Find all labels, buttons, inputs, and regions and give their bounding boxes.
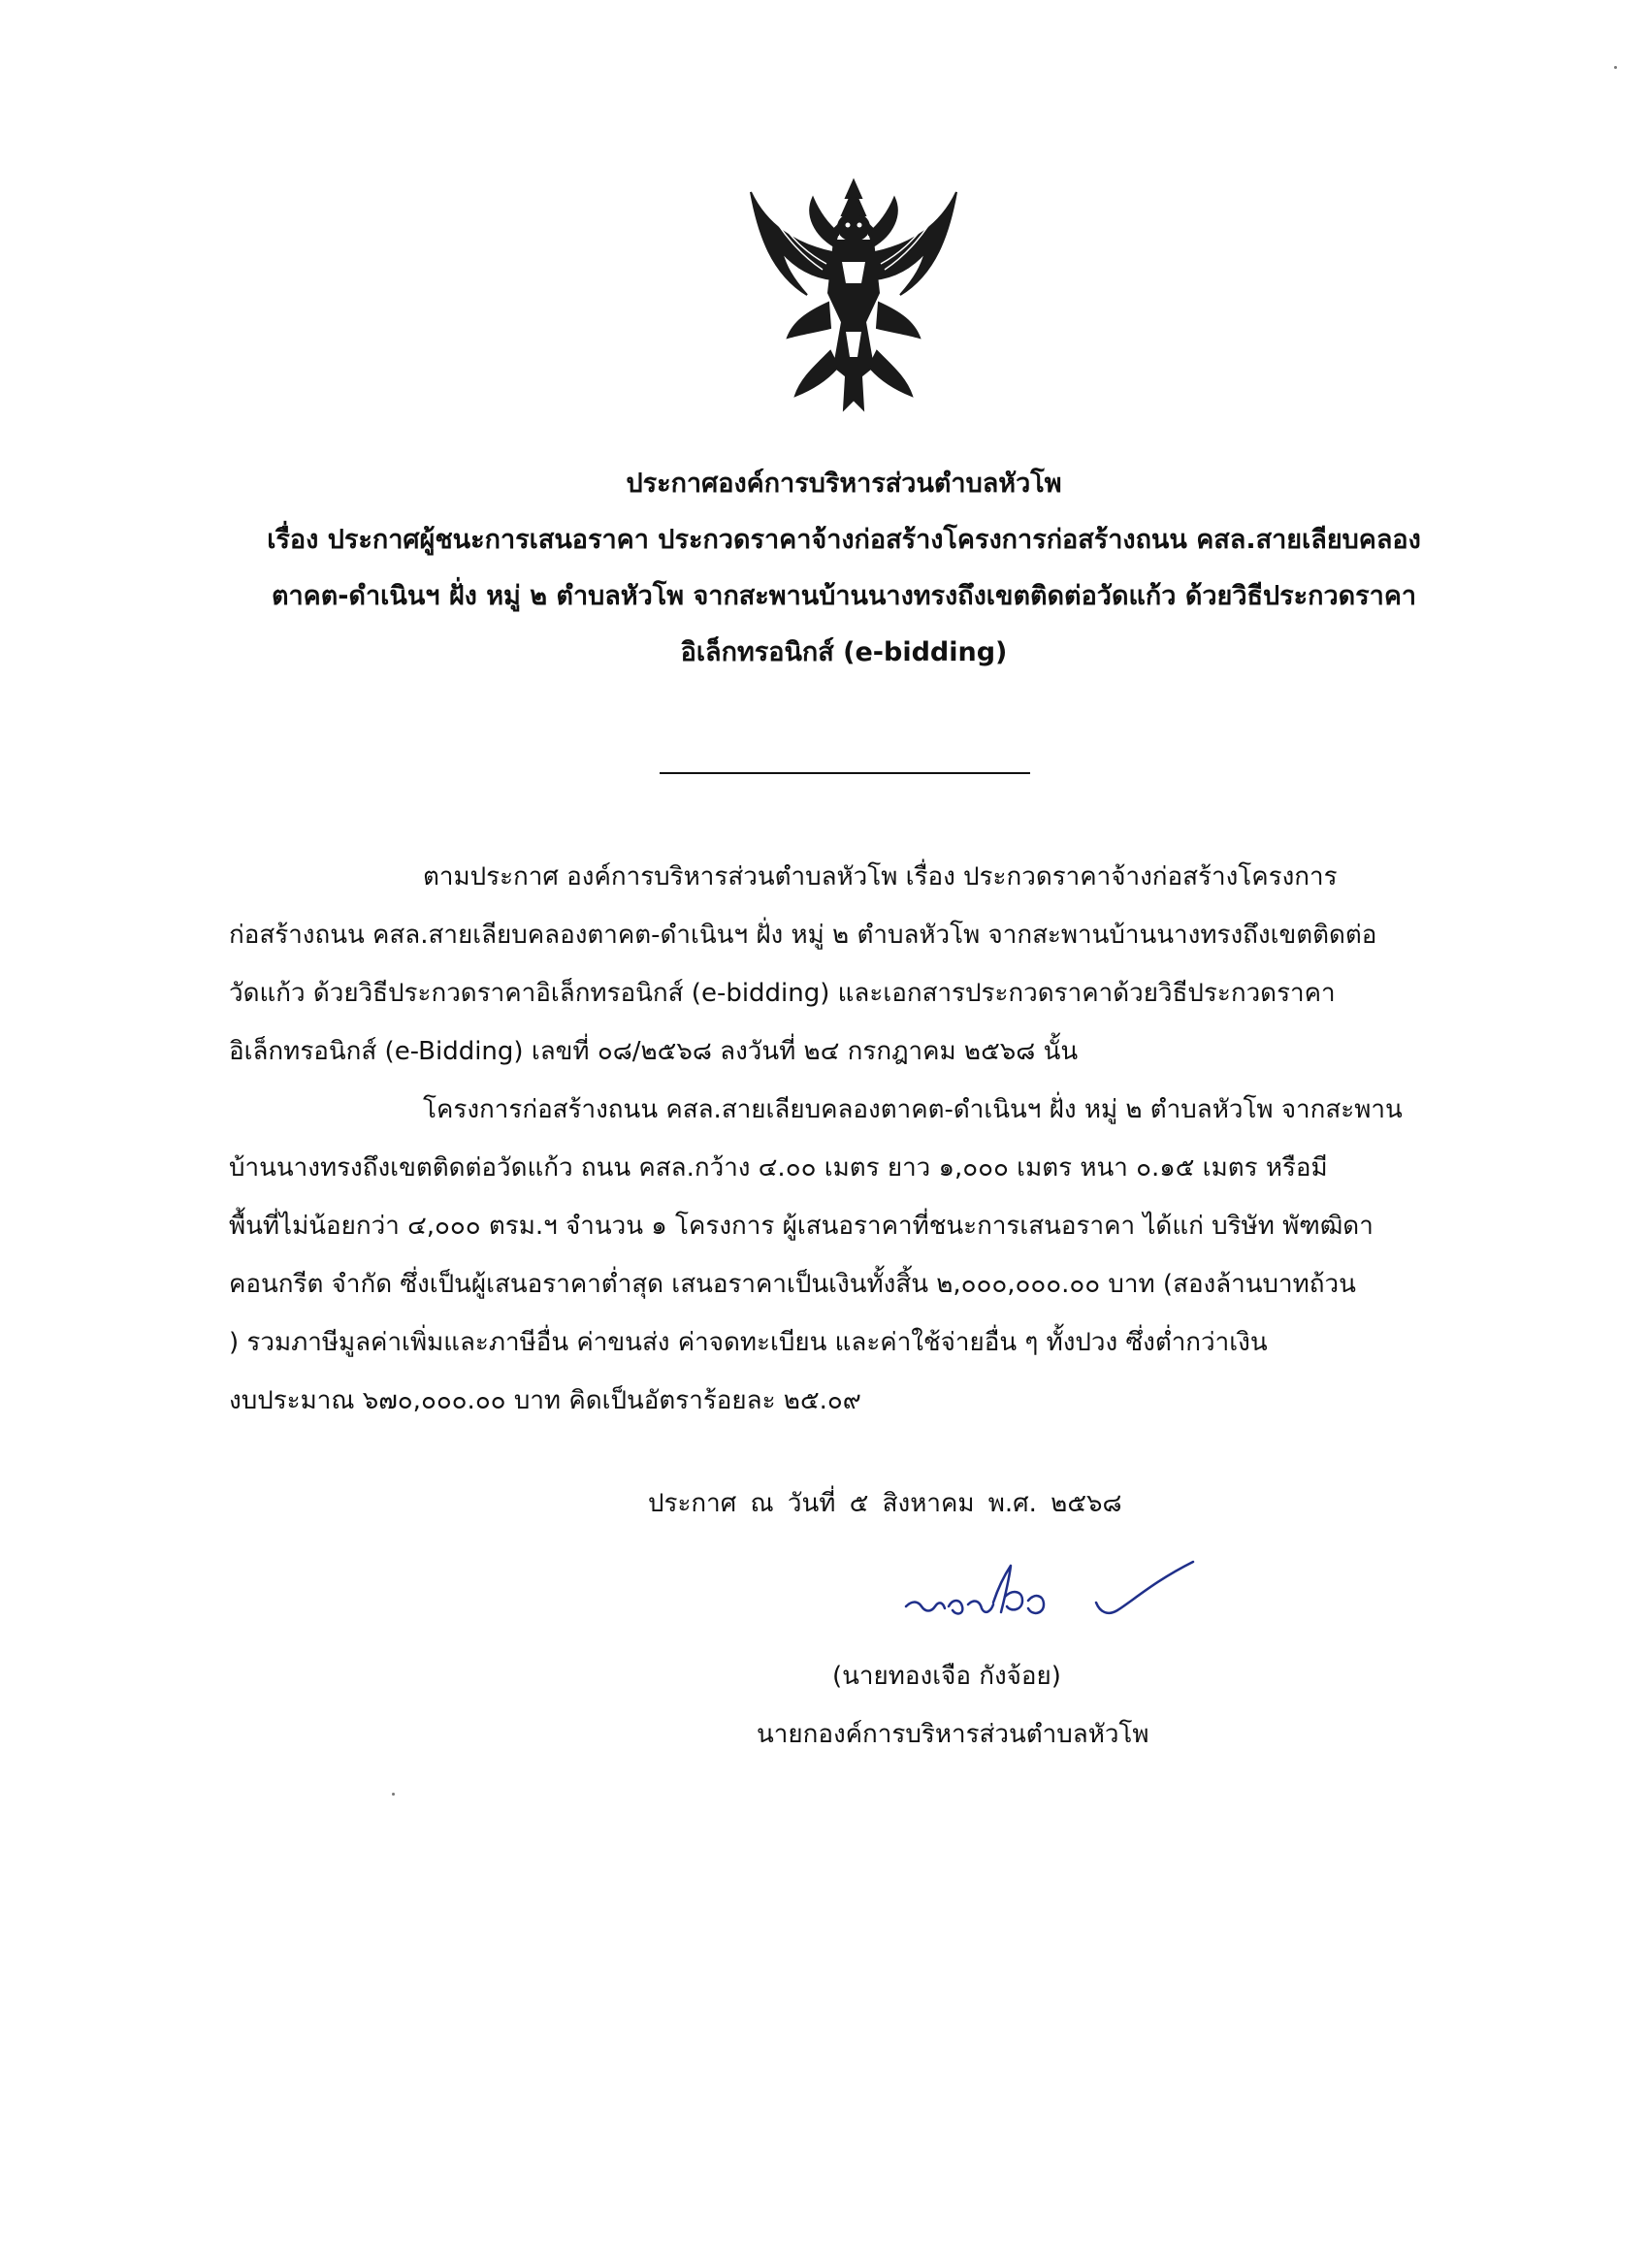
handwritten-signature-icon: [892, 1552, 1222, 1645]
garuda-emblem-icon: [737, 177, 970, 419]
signer-title: นายกองค์การบริหารส่วนตำบลหัวโพ: [757, 1720, 1149, 1749]
paragraph-2-line-2: บ้านนางทรงถึงเขตติดต่อวัดแก้ว ถนน คสล.กว้าง ๔.๐๐ เมตร ยาว ๑,๐๐๐ เมตร หนา ๐.๑๕ เมตร หรือมี: [229, 1153, 1328, 1183]
paragraph-1-line-4: อิเล็กทรอนิกส์ (e-Bidding) เลขที่ ๐๘/๒๕๖๘ ลงวันที่ ๒๔ กรกฎาคม ๒๕๖๘ นั้น: [229, 1037, 1079, 1066]
scan-speck: [392, 1793, 395, 1796]
paragraph-2-line-1: โครงการก่อสร้างถนน คสล.สายเลียบคลองตาคต-ดำเนินฯ ฝั่ง หมู่ ๒ ตำบลหัวโพ จากสะพาน: [423, 1095, 1403, 1124]
paragraph-1-line-2: ก่อสร้างถนน คสล.สายเลียบคลองตาคต-ดำเนินฯ ฝั่ง หมู่ ๒ ตำบลหัวโพ จากสะพานบ้านนางทรงถึงเขตติดต่อ: [229, 921, 1377, 950]
announcement-heading: [223, 456, 1465, 681]
paragraph-2-line-6: งบประมาณ ๖๗๐,๐๐๐.๐๐ บาท คิดเป็นอัตราร้อยละ ๒๕.๐๙: [229, 1386, 861, 1415]
paragraph-2-line-4: คอนกรีต จำกัด ซึ่งเป็นผู้เสนอราคาต่ำสุด เสนอราคาเป็นเงินทั้งสิ้น ๒,๐๐๐,๐๐๐.๐๐ บาท (สองล้านบาทถ้วน: [229, 1270, 1356, 1299]
heading-subject-line-3: อิเล็กทรอนิกส์ (e-bidding): [680, 637, 1008, 667]
scan-speck: [1614, 66, 1617, 69]
signer-name: (นายทองเจือ กังจ้อย): [832, 1662, 1061, 1691]
paragraph-1-line-1: ตามประกาศ องค์การบริหารส่วนตำบลหัวโพ เรื่อง ประกวดราคาจ้างก่อสร้างโครงการ: [423, 862, 1338, 891]
announcement-date: ประกาศ ณ วันที่ ๕ สิงหาคม พ.ศ. ๒๕๖๘: [648, 1489, 1122, 1518]
heading-title: ประกาศองค์การบริหารส่วนตำบลหัวโพ: [626, 469, 1062, 499]
heading-divider: [660, 772, 1030, 774]
paragraph-2-line-3: พื้นที่ไม่น้อยกว่า ๔,๐๐๐ ตรม.ฯ จำนวน ๑ โครงการ ผู้เสนอราคาที่ชนะการเสนอราคา ได้แก่ บริษัท พัฑฒิดา: [229, 1212, 1374, 1241]
paragraph-2-line-5: ) รวมภาษีมูลค่าเพิ่มและภาษีอื่น ค่าขนส่ง ค่าจดทะเบียน และค่าใช้จ่ายอื่น ๆ ทั้งปวง ซึ่งต่ำกว่าเงิน: [229, 1328, 1268, 1357]
announcement-body: [229, 848, 1459, 1430]
heading-subject-line-2: ตาคต-ดำเนินฯ ฝั่ง หมู่ ๒ ตำบลหัวโพ จากสะพานบ้านนางทรงถึงเขตติดต่อวัดแก้ว ด้วยวิธีประกวดราคา: [271, 581, 1417, 611]
paragraph-1-line-3: วัดแก้ว ด้วยวิธีประกวดราคาอิเล็กทรอนิกส์ (e-bidding) และเอกสารประกวดราคาด้วยวิธีประกวดราคา: [229, 979, 1336, 1008]
heading-subject-line-1: เรื่อง ประกาศผู้ชนะการเสนอราคา ประกวดราคาจ้างก่อสร้างโครงการก่อสร้างถนน คสล.สายเลียบคลอง: [267, 525, 1421, 555]
